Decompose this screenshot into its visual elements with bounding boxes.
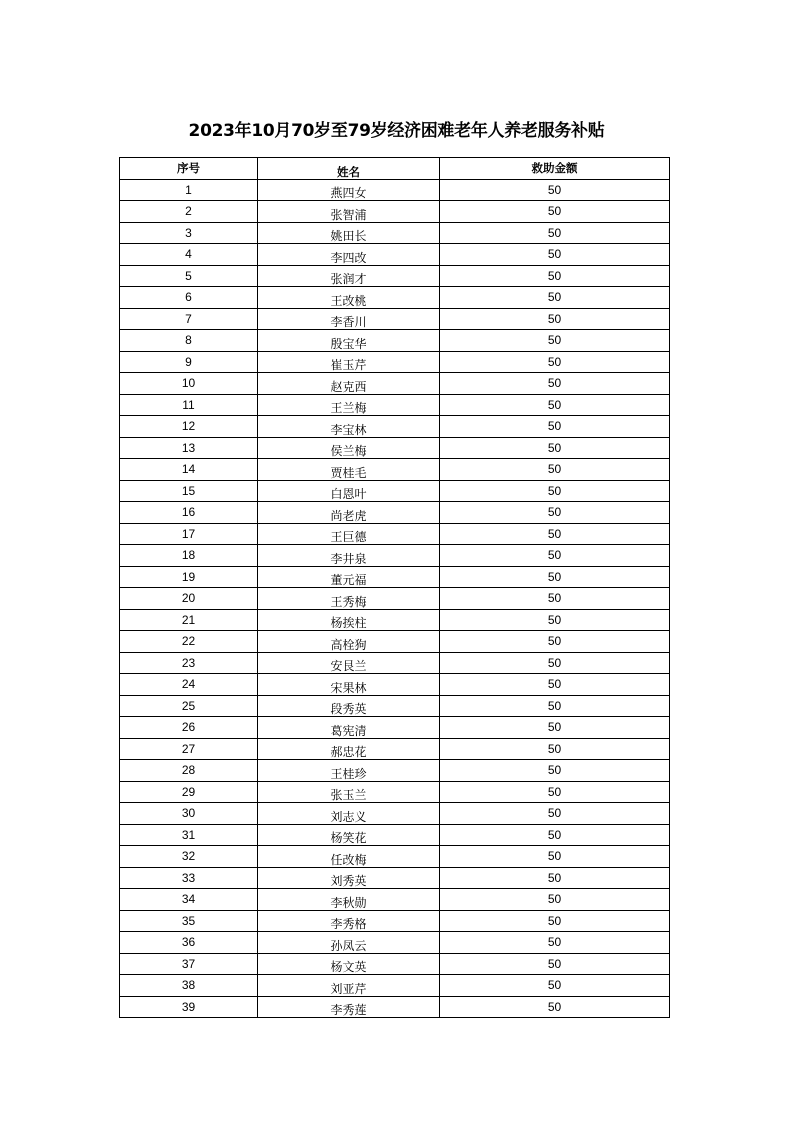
table-header — [120, 158, 670, 180]
row-name: 葛宪清 — [258, 717, 440, 739]
row-seq: 30 — [120, 803, 258, 825]
row-name: 王巨德 — [258, 523, 440, 545]
row-amount: 50 — [440, 717, 670, 739]
table-row — [120, 695, 670, 717]
table-row — [120, 932, 670, 954]
table-row — [120, 631, 670, 653]
row-name: 王兰梅 — [258, 394, 440, 416]
row-seq: 25 — [120, 695, 258, 717]
row-seq: 27 — [120, 738, 258, 760]
row-name: 贾桂毛 — [258, 459, 440, 481]
table-row — [120, 846, 670, 868]
row-seq: 18 — [120, 545, 258, 567]
row-name: 李秀莲 — [258, 996, 440, 1018]
table-row — [120, 244, 670, 266]
table-header-row — [120, 158, 670, 180]
table-row — [120, 308, 670, 330]
row-amount: 50 — [440, 566, 670, 588]
table-row — [120, 674, 670, 696]
row-seq: 35 — [120, 910, 258, 932]
row-seq: 38 — [120, 975, 258, 997]
row-amount: 50 — [440, 695, 670, 717]
table-row — [120, 179, 670, 201]
row-seq: 11 — [120, 394, 258, 416]
row-seq: 22 — [120, 631, 258, 653]
table-row — [120, 652, 670, 674]
row-amount: 50 — [440, 889, 670, 911]
row-seq: 1 — [120, 179, 258, 201]
row-name: 赵克西 — [258, 373, 440, 395]
row-name: 孙凤云 — [258, 932, 440, 954]
row-amount: 50 — [440, 265, 670, 287]
row-amount: 50 — [440, 803, 670, 825]
row-amount: 50 — [440, 459, 670, 481]
row-amount: 50 — [440, 179, 670, 201]
subsidy-table — [119, 157, 670, 1018]
row-amount: 50 — [440, 674, 670, 696]
table-row — [120, 394, 670, 416]
table-row — [120, 373, 670, 395]
table-row — [120, 416, 670, 438]
row-amount: 50 — [440, 287, 670, 309]
row-amount: 50 — [440, 222, 670, 244]
row-amount: 50 — [440, 867, 670, 889]
row-name: 李秀格 — [258, 910, 440, 932]
table-row — [120, 889, 670, 911]
row-amount: 50 — [440, 781, 670, 803]
table-row — [120, 437, 670, 459]
row-seq: 39 — [120, 996, 258, 1018]
row-seq: 17 — [120, 523, 258, 545]
row-seq: 4 — [120, 244, 258, 266]
table-row — [120, 480, 670, 502]
row-amount: 50 — [440, 760, 670, 782]
row-seq: 21 — [120, 609, 258, 631]
table-row — [120, 265, 670, 287]
row-amount: 50 — [440, 480, 670, 502]
row-seq: 15 — [120, 480, 258, 502]
table-row — [120, 975, 670, 997]
row-amount: 50 — [440, 609, 670, 631]
row-amount: 50 — [440, 416, 670, 438]
row-name: 李宝林 — [258, 416, 440, 438]
row-name: 姚田长 — [258, 222, 440, 244]
table-row — [120, 824, 670, 846]
table-row — [120, 502, 670, 524]
row-seq: 2 — [120, 201, 258, 223]
row-name: 李四改 — [258, 244, 440, 266]
table-row — [120, 760, 670, 782]
header-name: 姓名 — [258, 158, 440, 180]
row-seq: 23 — [120, 652, 258, 674]
row-name: 杨文英 — [258, 953, 440, 975]
row-seq: 26 — [120, 717, 258, 739]
row-name: 殷宝华 — [258, 330, 440, 352]
table-row — [120, 222, 670, 244]
row-seq: 34 — [120, 889, 258, 911]
table-row — [120, 201, 670, 223]
row-seq: 14 — [120, 459, 258, 481]
table-row — [120, 738, 670, 760]
table-row — [120, 330, 670, 352]
row-amount: 50 — [440, 502, 670, 524]
row-name: 李井泉 — [258, 545, 440, 567]
row-name: 高栓狗 — [258, 631, 440, 653]
row-name: 杨笑花 — [258, 824, 440, 846]
row-name: 杨挨柱 — [258, 609, 440, 631]
table-row — [120, 588, 670, 610]
row-amount: 50 — [440, 201, 670, 223]
row-amount: 50 — [440, 824, 670, 846]
row-name: 安艮兰 — [258, 652, 440, 674]
row-name: 任改梅 — [258, 846, 440, 868]
header-amount: 救助金额 — [440, 158, 670, 180]
row-amount: 50 — [440, 631, 670, 653]
row-seq: 32 — [120, 846, 258, 868]
row-name: 刘秀英 — [258, 867, 440, 889]
row-name: 李香川 — [258, 308, 440, 330]
row-seq: 24 — [120, 674, 258, 696]
row-name: 张润才 — [258, 265, 440, 287]
row-amount: 50 — [440, 308, 670, 330]
row-seq: 8 — [120, 330, 258, 352]
row-name: 郝忠花 — [258, 738, 440, 760]
row-seq: 10 — [120, 373, 258, 395]
table-row — [120, 609, 670, 631]
row-name: 张玉兰 — [258, 781, 440, 803]
table-row — [120, 717, 670, 739]
table-row — [120, 803, 670, 825]
row-seq: 29 — [120, 781, 258, 803]
table-row — [120, 953, 670, 975]
row-amount: 50 — [440, 373, 670, 395]
row-name: 崔玉芹 — [258, 351, 440, 373]
row-amount: 50 — [440, 738, 670, 760]
row-amount: 50 — [440, 652, 670, 674]
row-amount: 50 — [440, 394, 670, 416]
row-name: 刘亚芹 — [258, 975, 440, 997]
row-name: 张智浦 — [258, 201, 440, 223]
row-seq: 12 — [120, 416, 258, 438]
table-row — [120, 351, 670, 373]
row-name: 燕四女 — [258, 179, 440, 201]
table-row — [120, 459, 670, 481]
row-amount: 50 — [440, 932, 670, 954]
row-amount: 50 — [440, 846, 670, 868]
row-name: 刘志义 — [258, 803, 440, 825]
table-row — [120, 996, 670, 1018]
row-seq: 16 — [120, 502, 258, 524]
row-seq: 28 — [120, 760, 258, 782]
row-name: 段秀英 — [258, 695, 440, 717]
row-name: 尚老虎 — [258, 502, 440, 524]
table-row — [120, 287, 670, 309]
row-seq: 9 — [120, 351, 258, 373]
row-name: 董元福 — [258, 566, 440, 588]
row-seq: 19 — [120, 566, 258, 588]
header-seq: 序号 — [120, 158, 258, 180]
table-row — [120, 545, 670, 567]
row-amount: 50 — [440, 244, 670, 266]
row-amount: 50 — [440, 910, 670, 932]
row-amount: 50 — [440, 437, 670, 459]
row-name: 宋果林 — [258, 674, 440, 696]
table-row — [120, 523, 670, 545]
row-name: 侯兰梅 — [258, 437, 440, 459]
row-name: 白恩叶 — [258, 480, 440, 502]
table-body — [120, 179, 670, 1018]
page-title: 2023年10月70岁至79岁经济困难老年人养老服务补贴 — [188, 121, 605, 141]
table-row — [120, 781, 670, 803]
table-row — [120, 867, 670, 889]
row-seq: 5 — [120, 265, 258, 287]
row-seq: 37 — [120, 953, 258, 975]
row-amount: 50 — [440, 330, 670, 352]
row-amount: 50 — [440, 545, 670, 567]
row-amount: 50 — [440, 523, 670, 545]
table-row — [120, 566, 670, 588]
row-amount: 50 — [440, 953, 670, 975]
row-name: 李秋勋 — [258, 889, 440, 911]
row-seq: 36 — [120, 932, 258, 954]
row-seq: 6 — [120, 287, 258, 309]
row-seq: 13 — [120, 437, 258, 459]
row-amount: 50 — [440, 975, 670, 997]
row-name: 王桂珍 — [258, 760, 440, 782]
row-amount: 50 — [440, 351, 670, 373]
row-name: 王秀梅 — [258, 588, 440, 610]
row-amount: 50 — [440, 588, 670, 610]
row-seq: 7 — [120, 308, 258, 330]
row-seq: 3 — [120, 222, 258, 244]
row-seq: 33 — [120, 867, 258, 889]
row-seq: 20 — [120, 588, 258, 610]
row-name: 王改桃 — [258, 287, 440, 309]
row-seq: 31 — [120, 824, 258, 846]
row-amount: 50 — [440, 996, 670, 1018]
table-row — [120, 910, 670, 932]
